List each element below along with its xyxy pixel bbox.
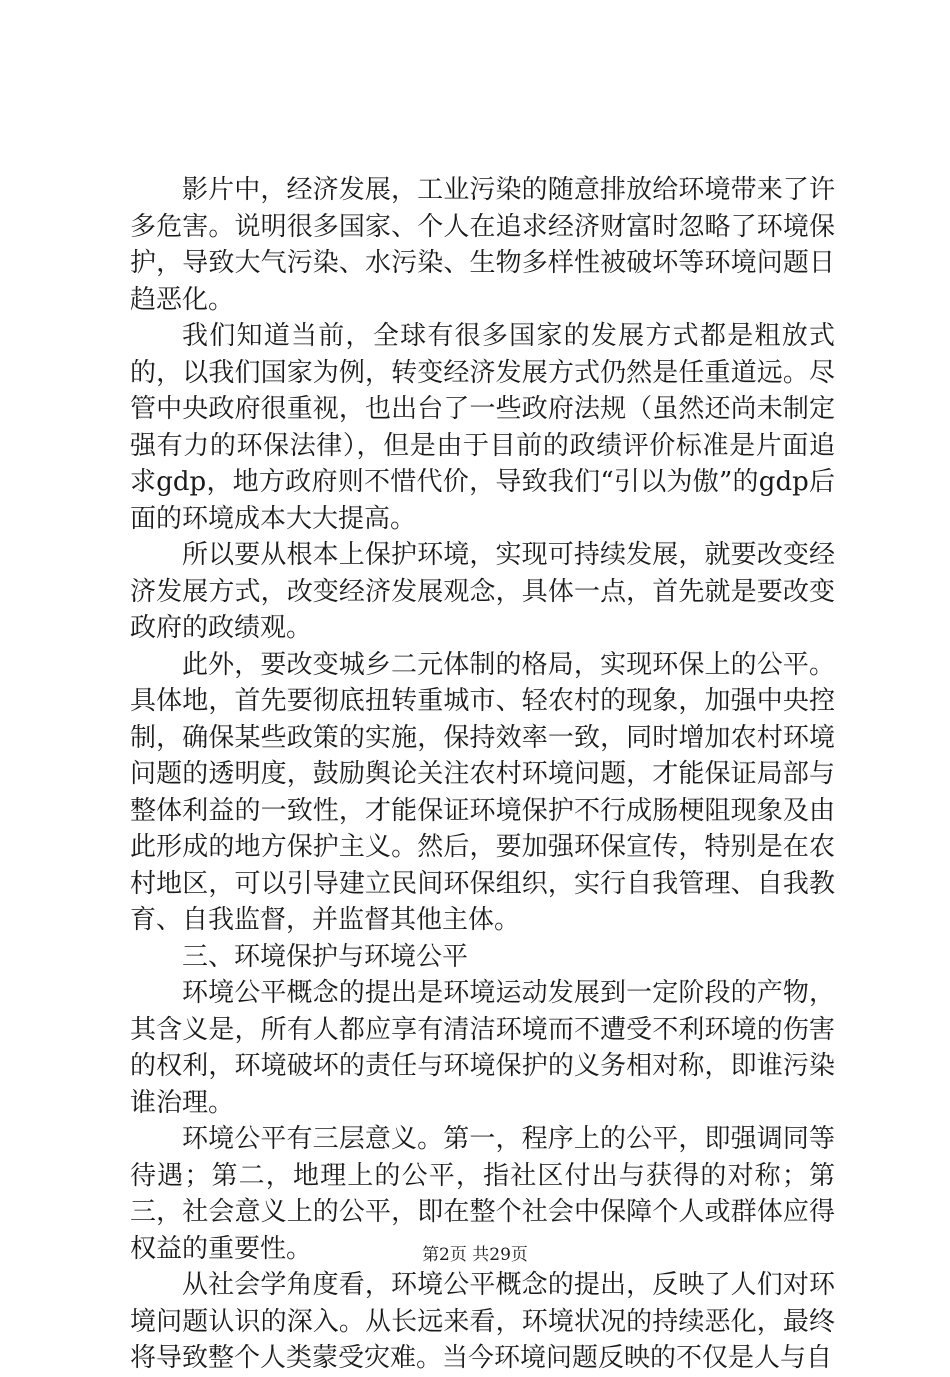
paragraph: 此外，要改变城乡二元体制的格局，实现环保上的公平。具体地，首先要彻底扭转重城市、轻农村的现象，加强中央控制，确保某些政策的实施，保持效率一致，同时增加农村环境问题的透明度，鼓励舆论关注农村环境问题，才能保证局部与整体利益的一致性，才能保证环境保护不行成肠梗阻现象及由此形成的地方保护主义。然后，要加强环保宣传，特别是在农村地区，可以引导建立民间环保组织，实行自我管理、自我教育、自我监督，并监督其他主体。 (130, 649, 835, 935)
paragraph: 环境公平有三层意义。第一，程序上的公平，即强调同等待遇；第二，地理上的公平，指社区付出与获得的对称；第三，社会意义上的公平，即在整个社会中保障个人或群体应得权益的重要性。 (130, 1124, 835, 1264)
paragraph: 所以要从根本上保护环境，实现可持续发展，就要改变经济发展方式，改变经济发展观念，具体一点，首先就是要改变政府的政绩观。 (130, 540, 835, 643)
paragraph: 我们知道当前，全球有很多国家的发展方式都是粗放式的，以我们国家为例，转变经济发展方式仍然是任重道远。尽管中央政府很重视，也出台了一些政府法规（虽然还尚未制定强有力的环保法律），但是由于目前的政绩评价标准是片面追求gdp，地方政府则不惜代价，导致我们“引以为傲”的gdp后面的环境成本大大提高。 (130, 321, 835, 534)
section-heading: 三、环境保护与环境公平 (182, 941, 469, 972)
document-body (130, 172, 835, 1377)
paragraph: 影片中，经济发展，工业污染的随意排放给环境带来了许多危害。说明很多国家、个人在追求经济财富时忽略了环境保护，导致大气污染、水污染、生物多样性被破坏等环境问题日趋恶化。 (130, 175, 835, 315)
paragraph: 环境公平概念的提出是环境运动发展到一定阶段的产物，其含义是，所有人都应享有清洁环境而不遭受不利环境的伤害的权利，环境破坏的责任与环境保护的义务相对称，即谁污染谁治理。 (130, 978, 835, 1118)
page-number-footer: 第2页 共29页 (422, 1245, 528, 1265)
paragraph: 从社会学角度看，环境公平概念的提出，反映了人们对环境问题认识的深入。从长远来看，环境状况的持续恶化，最终将导致整个人类蒙受灾难。当今环境问题反映的不仅是人与自 (130, 1270, 835, 1373)
